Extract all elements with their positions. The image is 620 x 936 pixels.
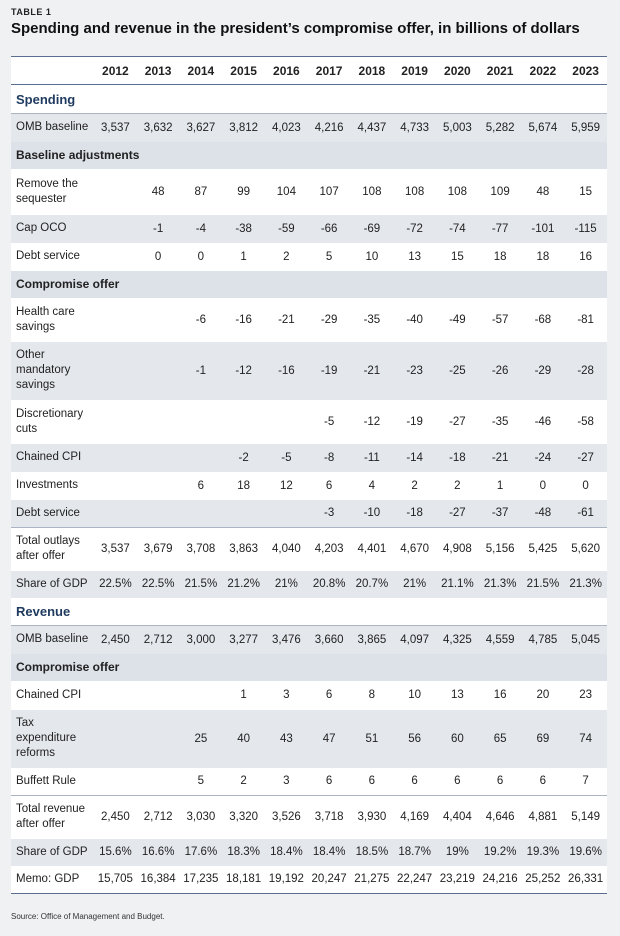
table-cell: 48 xyxy=(151,185,165,198)
table-cell: 3,679 xyxy=(137,528,180,571)
row-label: Chained CPI xyxy=(16,688,82,701)
table-cell: -38 xyxy=(235,222,252,235)
table-cell: -21 xyxy=(278,313,295,326)
table-cell: 4,325 xyxy=(442,633,472,646)
table-cell: 19.6% xyxy=(569,846,602,858)
table-cell: 6 xyxy=(325,775,333,788)
table-cell: 21% xyxy=(403,578,427,590)
table-cell: -12 xyxy=(235,364,252,377)
table-row xyxy=(11,839,607,866)
table-cell xyxy=(94,169,137,215)
table-row xyxy=(11,528,607,571)
row-label: Debt service xyxy=(16,506,80,519)
section-header-row xyxy=(11,85,607,114)
table-cell: 20 xyxy=(536,689,550,701)
year-header-row xyxy=(11,57,607,85)
table-cell: 25,252 xyxy=(522,866,565,894)
table-cell: 2 xyxy=(240,775,247,788)
table-cell: 5,959 xyxy=(571,121,601,134)
table-cell: -19 xyxy=(320,364,338,377)
row-label: OMB baseline xyxy=(16,633,89,646)
table-cell: -2 xyxy=(238,451,249,464)
table-cell: 24,216 xyxy=(479,866,522,894)
table-cell xyxy=(94,444,137,472)
row-label: Tax expenditure reforms xyxy=(16,717,77,759)
table-cell: 18.7% xyxy=(398,846,431,858)
table-cell xyxy=(94,215,137,243)
table-cell: 3,476 xyxy=(271,633,301,646)
year-header: 2021 xyxy=(479,57,522,85)
table-cell: 2,712 xyxy=(137,796,180,839)
table-cell: 21.1% xyxy=(441,578,474,590)
table-cell: 4,670 xyxy=(393,528,436,571)
table-row xyxy=(11,444,607,472)
table-cell: 2,712 xyxy=(143,633,173,646)
row-label: Remove the sequester xyxy=(16,177,79,205)
table-cell xyxy=(137,710,180,768)
table-cell: 20.8% xyxy=(312,578,346,590)
table-cell: 3,526 xyxy=(265,796,308,839)
table-cell: 21.3% xyxy=(483,578,517,590)
table-cell: 17.6% xyxy=(184,846,218,858)
table-cell xyxy=(180,681,223,710)
table-cell: 5,003 xyxy=(442,121,472,134)
table-cell: 3,537 xyxy=(100,121,130,134)
year-header: 2020 xyxy=(436,57,479,85)
table-cell: 3,660 xyxy=(314,633,344,646)
table-cell xyxy=(137,500,180,528)
table-cell: -35 xyxy=(363,313,381,326)
table-cell: 4 xyxy=(368,479,376,492)
table-cell: -101 xyxy=(531,222,555,235)
table-cell: 2 xyxy=(454,479,461,492)
table-cell: 2,450 xyxy=(100,633,130,646)
table-label: TABLE 1 xyxy=(11,7,52,17)
section-header: Compromise offer xyxy=(16,277,120,291)
table-cell: 107 xyxy=(319,185,339,198)
table-cell: -11 xyxy=(363,451,380,464)
table-cell: 1 xyxy=(240,689,247,701)
table-cell: 22.5% xyxy=(99,578,132,590)
table-cell: 6 xyxy=(368,775,376,788)
table-cell: 99 xyxy=(237,185,251,198)
table-cell: 109 xyxy=(490,185,510,198)
budget-table xyxy=(11,56,607,894)
table-cell: -1 xyxy=(153,222,164,235)
table-cell: 18.4% xyxy=(312,846,346,858)
table-cell: 3,030 xyxy=(180,796,223,839)
table-cell: 4,040 xyxy=(265,528,308,571)
table-cell xyxy=(94,400,137,444)
table-cell: -4 xyxy=(195,222,206,235)
row-label: Health care savings xyxy=(16,305,75,333)
table-cell: -5 xyxy=(324,415,335,428)
table-row xyxy=(11,768,607,796)
table-cell: 6 xyxy=(496,775,504,788)
table-cell: 23 xyxy=(579,689,593,701)
row-label: OMB baseline xyxy=(16,121,89,134)
table-cell: -57 xyxy=(491,313,509,326)
table-cell xyxy=(265,400,308,444)
table-cell: 3 xyxy=(283,689,290,701)
table-cell: -29 xyxy=(320,313,338,326)
table-cell: 4,216 xyxy=(314,121,344,134)
row-label: Share of GDP xyxy=(16,577,88,590)
section-header: Compromise offer xyxy=(16,660,120,674)
table-cell: 6 xyxy=(325,479,333,492)
table-cell: 3,627 xyxy=(186,121,216,134)
year-header: 2015 xyxy=(222,57,265,85)
table-cell: 4,733 xyxy=(400,121,430,134)
table-cell: 3,863 xyxy=(222,528,265,571)
section-header-row xyxy=(11,142,607,169)
table-cell: -8 xyxy=(324,451,335,464)
table-cell: 18.5% xyxy=(355,846,389,858)
table-cell: -27 xyxy=(449,415,466,428)
table-cell xyxy=(137,768,180,796)
table-cell: 74 xyxy=(579,732,593,745)
table-cell: 12 xyxy=(279,479,293,492)
table-cell: 3,277 xyxy=(229,633,259,646)
table-cell xyxy=(94,472,137,500)
table-cell: 3,930 xyxy=(351,796,394,839)
table-cell: -12 xyxy=(363,415,381,428)
section-header-row xyxy=(11,654,607,681)
table-row xyxy=(11,472,607,500)
table-cell: 104 xyxy=(276,185,296,198)
table-cell: 0 xyxy=(197,250,205,263)
table-cell: -59 xyxy=(278,222,295,235)
table-cell: 4,437 xyxy=(357,121,387,134)
year-header: 2019 xyxy=(393,57,436,85)
table-cell: 18 xyxy=(536,250,550,263)
table-cell: -72 xyxy=(406,222,423,235)
table-cell xyxy=(180,500,223,528)
table-cell: -1 xyxy=(195,364,206,377)
table-cell: 5 xyxy=(197,775,205,788)
table-cell xyxy=(94,298,137,342)
table-cell: 4,646 xyxy=(479,796,522,839)
table-cell: 4,203 xyxy=(308,528,351,571)
table-cell: 60 xyxy=(450,732,464,745)
table-cell: -74 xyxy=(449,222,466,235)
table-cell: 22.5% xyxy=(141,578,175,590)
table-cell: -46 xyxy=(534,415,552,428)
table-cell: 16 xyxy=(493,689,507,701)
table-row xyxy=(11,169,607,215)
table-cell xyxy=(222,500,265,528)
section-header: Revenue xyxy=(11,598,607,626)
year-header: 2018 xyxy=(351,57,394,85)
section-header-row xyxy=(11,271,607,298)
table-cell: -18 xyxy=(449,451,466,464)
table-cell: -27 xyxy=(577,451,594,464)
table-cell: -68 xyxy=(534,313,552,326)
table-cell xyxy=(94,681,137,710)
table-cell xyxy=(94,710,137,768)
row-label: Chained CPI xyxy=(16,451,82,463)
table-cell: 23,219 xyxy=(436,866,479,894)
table-cell: 4,881 xyxy=(522,796,565,839)
table-cell xyxy=(94,342,137,400)
table-cell: 22,247 xyxy=(393,866,436,894)
table-cell: 16,384 xyxy=(137,866,180,894)
table-row xyxy=(11,400,607,444)
table-cell: 4,401 xyxy=(351,528,394,571)
table-cell xyxy=(137,298,180,342)
table-cell: 2,450 xyxy=(94,796,137,839)
table-cell xyxy=(137,444,180,472)
table-cell: -5 xyxy=(281,451,292,464)
table-row xyxy=(11,114,607,142)
table-cell: 5,425 xyxy=(522,528,565,571)
year-header: 2013 xyxy=(137,57,180,85)
table-cell: 7 xyxy=(582,775,589,788)
row-label: Share of GDP xyxy=(16,845,88,858)
table-cell: 15 xyxy=(450,250,464,263)
table-cell: -3 xyxy=(324,507,335,520)
table-cell: 20,247 xyxy=(308,866,351,894)
table-cell: 5,149 xyxy=(564,796,607,839)
table-cell: 16.6% xyxy=(141,846,175,858)
table-cell: 13 xyxy=(408,250,422,263)
table-cell: 18 xyxy=(237,479,251,492)
table-cell xyxy=(94,243,137,271)
table-cell: 21.3% xyxy=(569,578,602,590)
table-cell: 6 xyxy=(411,775,418,788)
table-cell: 15 xyxy=(579,185,593,198)
table-cell: -49 xyxy=(449,313,466,326)
table-cell: -77 xyxy=(491,222,509,235)
table-cell: 1 xyxy=(240,250,247,263)
row-label: Discretionary cuts xyxy=(16,407,84,435)
table-cell: -26 xyxy=(491,364,509,377)
table-cell: 19.3% xyxy=(526,846,560,858)
table-cell: 6 xyxy=(325,689,333,701)
table-cell: 56 xyxy=(408,732,422,745)
year-header: 2012 xyxy=(94,57,137,85)
table-cell: 6 xyxy=(197,479,205,492)
table-row xyxy=(11,500,607,528)
table-cell: -25 xyxy=(449,364,466,377)
section-header: Spending xyxy=(11,85,607,114)
table-cell: 5,674 xyxy=(528,121,558,134)
table-cell: 3,718 xyxy=(308,796,351,839)
year-header: 2023 xyxy=(564,57,607,85)
table-cell: 21,275 xyxy=(351,866,394,894)
row-label: Cap OCO xyxy=(16,222,67,234)
table-cell xyxy=(137,400,180,444)
table-row xyxy=(11,866,607,894)
table-cell: 4,908 xyxy=(436,528,479,571)
table-cell xyxy=(137,472,180,500)
table-cell: 1 xyxy=(496,479,504,492)
table-cell: 8 xyxy=(368,689,376,701)
year-header: 2014 xyxy=(180,57,223,85)
table-cell: 19,192 xyxy=(265,866,308,894)
table-cell: -23 xyxy=(406,364,423,377)
table-row xyxy=(11,571,607,598)
table-cell: 0 xyxy=(582,479,589,492)
table-cell: -61 xyxy=(577,507,594,520)
table-cell: 65 xyxy=(493,732,507,745)
table-cell: 3,000 xyxy=(186,633,216,646)
table-cell: -66 xyxy=(320,222,338,235)
table-cell: 25 xyxy=(194,732,208,745)
table-cell: 21.2% xyxy=(227,578,260,590)
table-cell: 17,235 xyxy=(180,866,223,894)
table-cell: -81 xyxy=(577,313,594,326)
table-cell: 0 xyxy=(539,479,547,492)
table-cell: 6 xyxy=(539,775,547,788)
table-cell: -16 xyxy=(278,364,295,377)
table-row xyxy=(11,298,607,342)
table-cell: 3 xyxy=(283,775,290,788)
table-cell: -69 xyxy=(363,222,381,235)
table-cell: 4,785 xyxy=(528,633,558,646)
table-title: Spending and revenue in the president’s compromise offer, in billions of dollars xyxy=(11,20,580,37)
table-cell xyxy=(137,342,180,400)
table-row xyxy=(11,710,607,768)
table-cell: 108 xyxy=(447,185,467,198)
table-cell: 18,181 xyxy=(222,866,265,894)
table-cell: 3,537 xyxy=(94,528,137,571)
table-cell: 48 xyxy=(536,185,550,198)
table-cell: -16 xyxy=(235,313,252,326)
table-cell: 4,169 xyxy=(393,796,436,839)
table-cell: 21.5% xyxy=(526,578,560,590)
table-cell: 87 xyxy=(194,185,208,198)
table-cell: -6 xyxy=(195,313,206,326)
table-cell: 4,404 xyxy=(436,796,479,839)
table-cell: -21 xyxy=(363,364,381,377)
table-cell: 2 xyxy=(283,250,290,263)
row-label: Other mandatory savings xyxy=(16,349,71,391)
table-cell: 4,023 xyxy=(271,121,301,134)
table-row xyxy=(11,681,607,710)
year-header: 2017 xyxy=(308,57,351,85)
table-cell: 108 xyxy=(405,185,425,198)
row-label: Memo: GDP xyxy=(11,866,94,894)
table-cell: -24 xyxy=(534,451,552,464)
table-cell: 21% xyxy=(274,578,298,590)
row-label: Buffett Rule xyxy=(16,774,76,787)
table-cell: 47 xyxy=(322,732,336,745)
table-cell xyxy=(94,500,137,528)
table-row xyxy=(11,243,607,271)
table-cell: 19.2% xyxy=(483,846,517,858)
year-header: 2022 xyxy=(522,57,565,85)
table-cell: -10 xyxy=(363,507,381,520)
source-note: Source: Office of Management and Budget. xyxy=(11,912,165,921)
row-label: Total revenue after offer xyxy=(11,796,94,839)
table-cell: -28 xyxy=(577,364,594,377)
year-header: 2016 xyxy=(265,57,308,85)
table-cell: 18.3% xyxy=(227,846,260,858)
table-row xyxy=(11,342,607,400)
section-header: Baseline adjustments xyxy=(16,148,140,162)
table-cell: 10 xyxy=(408,689,422,701)
table-cell: 0 xyxy=(154,250,162,263)
table-cell: 5,156 xyxy=(479,528,522,571)
row-label: Investments xyxy=(16,479,78,491)
table-cell: 15.6% xyxy=(99,846,132,858)
table-cell xyxy=(137,681,180,710)
table-cell: 3,865 xyxy=(357,633,387,646)
table-cell xyxy=(180,444,223,472)
table-row xyxy=(11,796,607,839)
row-label: Total outlays after offer xyxy=(11,528,94,571)
table-cell: -14 xyxy=(406,451,423,464)
table-cell: 19% xyxy=(445,846,469,858)
table-cell: 10 xyxy=(365,250,379,263)
table-cell: -35 xyxy=(491,415,509,428)
table-cell: 3,632 xyxy=(143,121,173,134)
table-cell xyxy=(222,400,265,444)
table-cell xyxy=(265,500,308,528)
table-cell xyxy=(180,400,223,444)
table-cell: -29 xyxy=(534,364,552,377)
table-cell: -40 xyxy=(406,313,423,326)
table-cell: 3,708 xyxy=(180,528,223,571)
table-cell: -48 xyxy=(534,507,552,520)
table-cell: -18 xyxy=(406,507,423,520)
table-cell: -37 xyxy=(491,507,509,520)
table-cell: 5,620 xyxy=(564,528,607,571)
section-header-row xyxy=(11,598,607,626)
table-cell: 18.4% xyxy=(270,846,303,858)
table-cell: 40 xyxy=(237,732,251,745)
table-cell: 15,705 xyxy=(94,866,137,894)
table-cell: -21 xyxy=(491,451,509,464)
row-label: Debt service xyxy=(16,250,80,262)
table-cell: 18 xyxy=(493,250,507,263)
table-cell: 21.5% xyxy=(184,578,218,590)
table-row xyxy=(11,215,607,243)
table-cell: 5,282 xyxy=(485,121,515,134)
table-cell: 69 xyxy=(536,732,550,745)
table-cell: 2 xyxy=(411,479,418,492)
table-cell: 43 xyxy=(279,732,293,745)
table-cell: -115 xyxy=(574,222,597,235)
table-cell: 108 xyxy=(362,185,382,198)
table-cell: 51 xyxy=(365,732,379,745)
table-cell: 4,559 xyxy=(485,633,515,646)
table-cell: -19 xyxy=(406,415,423,428)
table-cell: 5,045 xyxy=(571,633,601,646)
table-cell: 16 xyxy=(579,250,593,263)
table-cell: 3,812 xyxy=(229,121,259,134)
table-cell: 20.7% xyxy=(355,578,389,590)
table-cell: -27 xyxy=(449,507,466,520)
table-cell: 5 xyxy=(325,250,333,263)
table-cell: -58 xyxy=(577,415,594,428)
table-cell: 4,097 xyxy=(400,633,430,646)
table-cell: 13 xyxy=(450,689,464,701)
table-cell xyxy=(94,768,137,796)
table-cell: 26,331 xyxy=(564,866,607,894)
table-cell: 6 xyxy=(454,775,461,788)
table-cell: 3,320 xyxy=(222,796,265,839)
table-row xyxy=(11,626,607,654)
